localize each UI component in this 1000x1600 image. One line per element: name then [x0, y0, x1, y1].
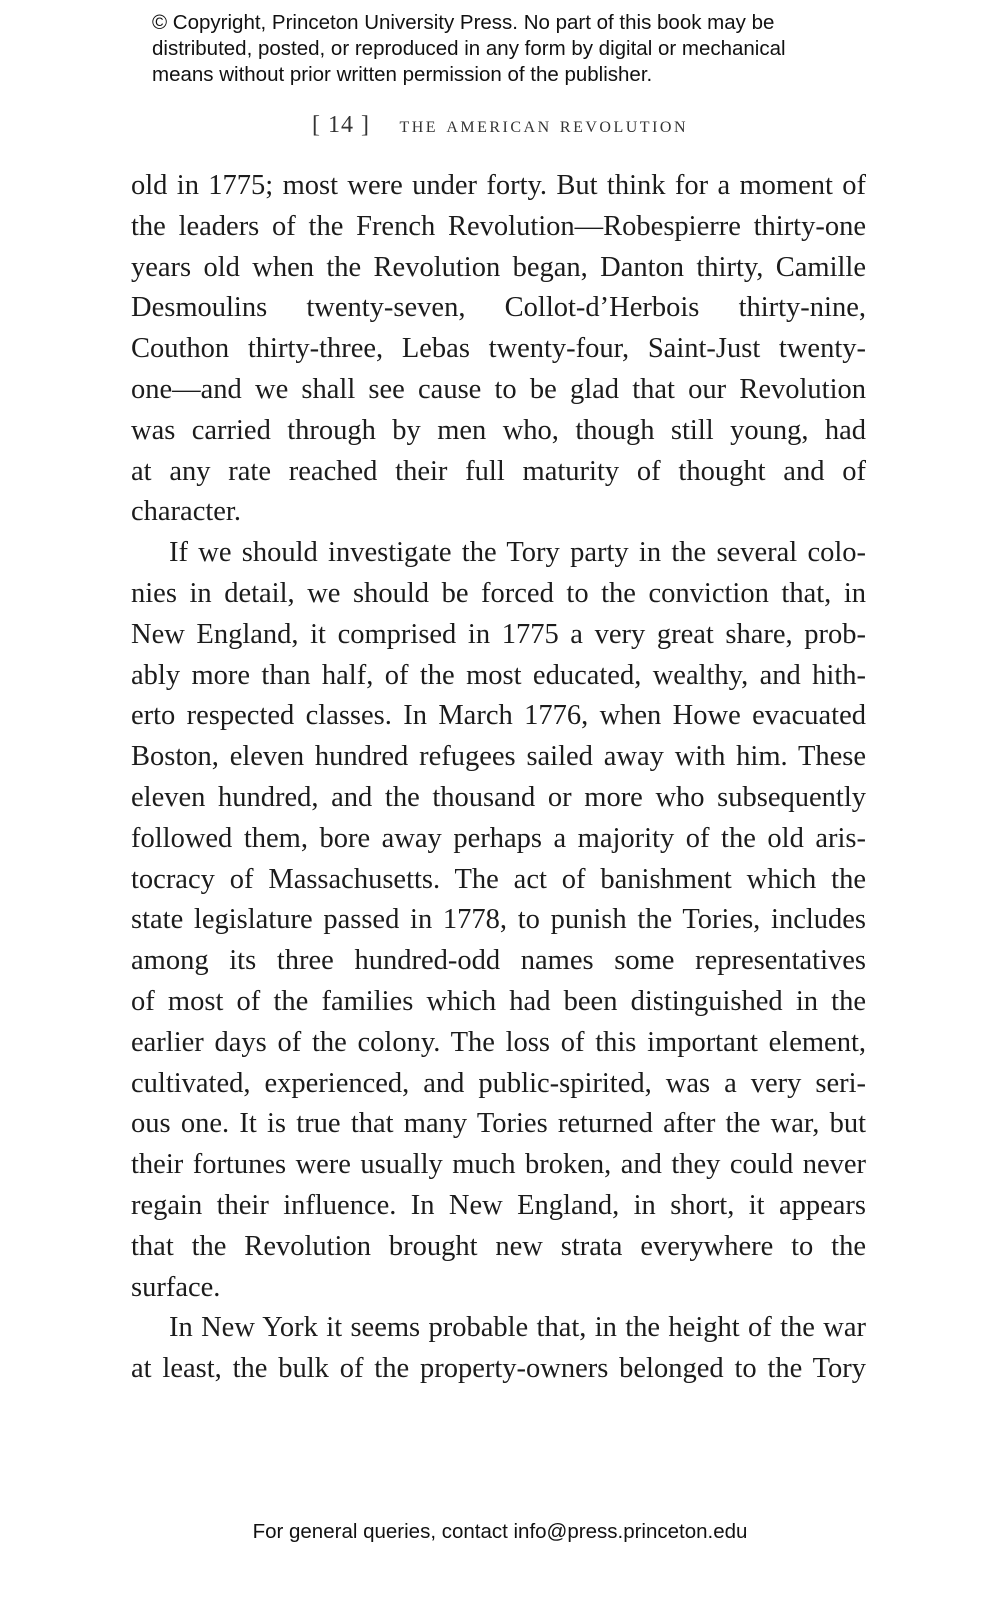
paragraph	[131, 533, 866, 1308]
running-head	[0, 112, 1000, 139]
page-number: [ 14 ]	[311, 112, 370, 138]
running-head-title: the american revolution	[399, 112, 688, 137]
text-line: New England, it comprised in 1775 a very great share, prob-	[131, 618, 866, 650]
text-line: at least, the bulk of the property-owners belonged to the Tory	[131, 1353, 866, 1385]
text-line: the leaders of the French Revolution—Robespierre thirty-one	[131, 210, 866, 242]
footer-contact: For general queries, contact info@press.princeton.edu	[252, 1520, 748, 1543]
copyright-notice	[152, 10, 786, 88]
text-line: Boston, eleven hundred refugees sailed away with him. These	[131, 741, 866, 773]
text-line: old in 1775; most were under forty. But think for a moment of	[131, 170, 866, 201]
text-line: Couthon thirty-three, Lebas twenty-four, Saint-Just twenty-	[131, 333, 866, 365]
text-line: ous one. It is true that many Tories returned after the war, but	[131, 1108, 866, 1140]
text-line: erto respected classes. In March 1776, when Howe evacuated	[131, 700, 866, 732]
text-line: their fortunes were usually much broken, and they could never	[131, 1149, 866, 1181]
text-line: eleven hundred, and the thousand or more who subsequently	[131, 781, 866, 813]
text-line: If we should investigate the Tory party in the several colo-	[169, 537, 866, 569]
text-line: years old when the Revolution began, Danton thirty, Camille	[131, 251, 866, 283]
text-line: among its three hundred-odd names some representatives	[131, 945, 866, 977]
text-line: earlier days of the colony. The loss of this important element,	[131, 1026, 866, 1058]
paragraph	[131, 1308, 866, 1390]
text-line: state legislature passed in 1778, to punish the Tories, includes	[131, 904, 866, 936]
text-line: that the Revolution brought new strata everywhere to the	[131, 1230, 866, 1262]
text-line: regain their influence. In New England, in short, it appears	[131, 1189, 866, 1221]
text-line: ably more than half, of the most educated, wealthy, and hith-	[131, 659, 866, 691]
text-line: nies in detail, we should be forced to the conviction that, in	[131, 577, 866, 609]
copyright-line: means without prior written permission of the publisher.	[152, 63, 653, 86]
paragraph	[131, 166, 866, 533]
text-line: one—and we shall see cause to be glad that our Revolution	[131, 373, 866, 405]
text-line: cultivated, experienced, and public-spirited, was a very seri-	[131, 1067, 866, 1099]
text-line: In New York it seems probable that, in the height of the war	[169, 1312, 866, 1344]
text-line: of most of the families which had been distinguished in the	[131, 985, 866, 1017]
text-line: character.	[131, 496, 241, 528]
text-line: at any rate reached their full maturity of thought and of	[131, 455, 866, 487]
text-line: Desmoulins twenty-seven, Collot-d’Herbois thirty-nine,	[131, 292, 866, 324]
text-line: followed them, bore away perhaps a majority of the old aris-	[131, 822, 866, 854]
text-line: surface.	[131, 1271, 221, 1303]
copyright-line: distributed, posted, or reproduced in any form by digital or mechanical	[152, 37, 786, 60]
body-text	[131, 166, 866, 1390]
copyright-line: © Copyright, Princeton University Press. No part of this book may be	[152, 11, 775, 34]
text-line: tocracy of Massachusetts. The act of banishment which the	[131, 863, 866, 895]
text-line: was carried through by men who, though still young, had	[131, 414, 866, 446]
